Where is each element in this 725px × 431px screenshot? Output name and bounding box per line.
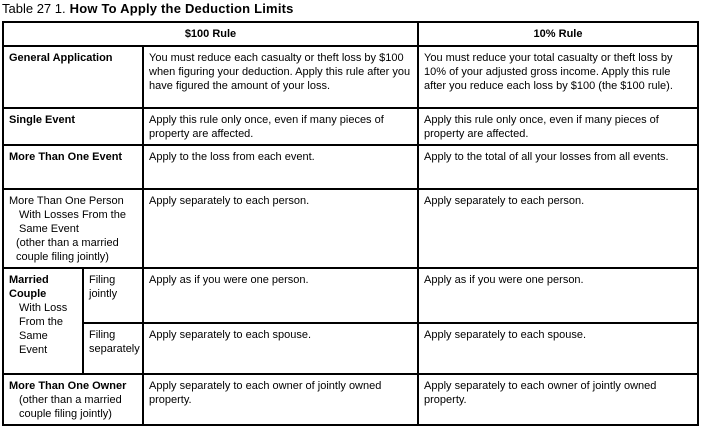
- column-header-100-rule: $100 Rule: [3, 22, 418, 46]
- label-line: With Loss: [19, 302, 68, 314]
- label-line: From the: [19, 316, 64, 328]
- general-application-label: General Application: [3, 46, 143, 108]
- filing-jointly-10-rule-cell: Apply as if you were one person.: [418, 268, 698, 323]
- group-label-text: Married Couple: [9, 274, 49, 300]
- single-event-label: Single Event: [3, 108, 143, 145]
- label-line: (other than a married: [16, 237, 119, 249]
- label-line: Same Event: [19, 223, 79, 235]
- label-line: couple filing jointly): [16, 251, 109, 263]
- married-couple-label: [3, 268, 83, 374]
- filing-separately-10-rule-cell: Apply separately to each spouse.: [418, 323, 698, 374]
- single-event-10-rule-cell: Apply this rule only once, even if many pieces of property are affected.: [418, 108, 698, 145]
- general-application-10-rule-cell: You must reduce your total casualty or theft loss by 10% of your adjusted gross income. Apply this rule after you reduce each loss by $100 (the $100 rule).: [418, 46, 698, 108]
- row-more-than-one-person: [3, 189, 698, 268]
- label-line: Same Event: [19, 330, 48, 356]
- filing-separately-100-rule-cell: Apply separately to each spouse.: [143, 323, 418, 374]
- label-line: More Than One Owner: [9, 380, 127, 392]
- row-more-than-one-owner: [3, 374, 698, 425]
- more-than-one-event-10-rule-cell: Apply to the total of all your losses from all events.: [418, 145, 698, 189]
- row-more-than-one-event: [3, 145, 698, 189]
- row-general-application: [3, 46, 698, 108]
- header-row: [3, 22, 698, 46]
- label-line: (other than a married: [19, 394, 122, 406]
- more-than-one-person-100-rule-cell: Apply separately to each person.: [143, 189, 418, 268]
- filing-jointly-label: Filing jointly: [83, 268, 143, 323]
- more-than-one-event-100-rule-cell: Apply to the loss from each event.: [143, 145, 418, 189]
- row-married-couple-filing-separately: [3, 323, 698, 374]
- table-title-text: How To Apply the Deduction Limits: [69, 1, 294, 16]
- filing-jointly-100-rule-cell: Apply as if you were one person.: [143, 268, 418, 323]
- label-line: couple filing jointly): [19, 408, 112, 420]
- more-than-one-person-label: [3, 189, 143, 268]
- filing-separately-label: Filing separately: [83, 323, 143, 374]
- single-event-100-rule-cell: Apply this rule only once, even if many pieces of property are affected.: [143, 108, 418, 145]
- page-title: [2, 1, 294, 17]
- more-than-one-event-label: More Than One Event: [3, 145, 143, 189]
- more-than-one-owner-100-rule-cell: Apply separately to each owner of jointly owned property.: [143, 374, 418, 425]
- table-number: Table 27 1.: [2, 1, 66, 16]
- column-header-10-rule: 10% Rule: [418, 22, 698, 46]
- more-than-one-owner-10-rule-cell: Apply separately to each owner of jointly owned property.: [418, 374, 698, 425]
- more-than-one-person-10-rule-cell: Apply separately to each person.: [418, 189, 698, 268]
- general-application-100-rule-cell: You must reduce each casualty or theft loss by $100 when figuring your deduction. Apply this rule after you have figured the amount of your loss.: [143, 46, 418, 108]
- label-line: With Losses From the: [19, 209, 126, 221]
- row-married-couple-filing-jointly: [3, 268, 698, 323]
- label-line: More Than One Person: [9, 195, 124, 207]
- more-than-one-owner-label: [3, 374, 143, 425]
- deduction-limits-table: [2, 21, 699, 426]
- row-single-event: [3, 108, 698, 145]
